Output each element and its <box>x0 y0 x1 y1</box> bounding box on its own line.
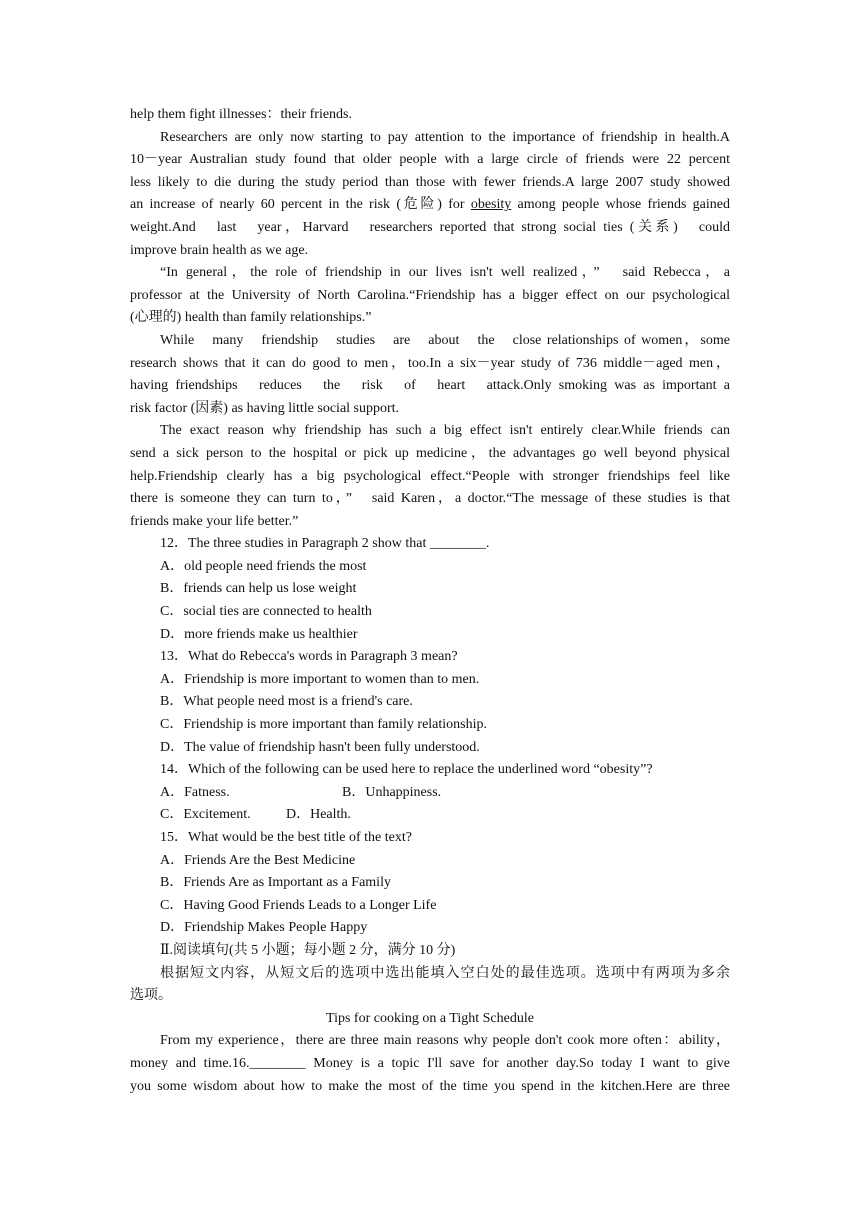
question-15-option-a[interactable]: A．Friends Are the Best Medicine <box>160 852 356 868</box>
passage-line: While many friendship studies are about the close relationships of women，some <box>160 332 730 348</box>
passage-text: an increase of nearly 60 percent in the risk (危险) for <box>130 197 471 213</box>
question-14-option-a[interactable]: A．Fatness. <box>160 784 230 800</box>
section-2-instructions: 选项。 <box>130 988 172 1004</box>
question-12-option-c[interactable]: C．social ties are connected to health <box>160 604 372 620</box>
passage-line: having friendships reduces the risk of heart attack.Only smoking was as important a <box>130 378 730 394</box>
passage-text: among people whose friends gained <box>511 197 730 213</box>
section-2-heading: Ⅱ.阅读填句(共 5 小题；每小题 2 分，满分 10 分) <box>160 942 456 958</box>
passage-line: 10－year Australian study found that older people with a large circle of friends were 22 percent <box>130 152 730 168</box>
passage-line: risk factor (因素) as having little social support. <box>130 400 400 416</box>
question-14-option-b[interactable]: B．Unhappiness. <box>342 784 442 800</box>
passage-line: professor at the University of North Carolina.“Friendship has a bigger effect on our psychological <box>130 287 730 303</box>
question-13-option-d[interactable]: D．The value of friendship hasn't been fully understood. <box>160 739 480 755</box>
document-page <box>130 104 730 1098</box>
passage-line: money and time.16.________ Money is a topic I'll save for another day.So today I want to give <box>130 1055 730 1071</box>
passage-line: “In general，the role of friendship in our lives isn't well realized，” said Rebecca，a <box>160 265 730 281</box>
passage-line: The exact reason why friendship has such a big effect isn't entirely clear.While friends can <box>160 423 730 439</box>
passage-line: send a sick person to the hospital or pick up medicine，the advantages go well beyond physical <box>130 445 730 461</box>
passage-line: (心理的) health than family relationships.” <box>130 310 372 326</box>
question-15-option-d[interactable]: D．Friendship Makes People Happy <box>160 920 368 936</box>
question-14-options-row-1 <box>130 782 730 805</box>
question-12-option-d[interactable]: D．more friends make us healthier <box>160 626 358 642</box>
question-13-stem: 13．What do Rebecca's words in Paragraph 3 mean? <box>160 649 458 665</box>
passage-line: there is someone they can turn to，” said Karen，a doctor.“The message of these studies is that <box>130 491 730 507</box>
question-12-option-b[interactable]: B．friends can help us lose weight <box>160 581 357 597</box>
question-14-option-c[interactable]: C．Excitement. <box>160 807 251 823</box>
question-15-option-b[interactable]: B．Friends Are as Important as a Family <box>160 875 391 891</box>
passage-line: From my experience，there are three main reasons why people don't cook more often：ability， <box>160 1033 730 1049</box>
question-12-stem: 12．The three studies in Paragraph 2 show that ________. <box>160 536 490 552</box>
question-14-stem: 14．Which of the following can be used here to replace the underlined word “obesity”? <box>160 762 653 778</box>
question-13-option-c[interactable]: C．Friendship is more important than family relationship. <box>160 717 488 733</box>
passage-line: help.Friendship clearly has a big psychological effect.“People with stronger friendships feel like <box>130 468 730 484</box>
passage-line: Researchers are only now starting to pay attention to the importance of friendship in health.A <box>160 129 730 145</box>
passage-line: weight.And last year，Harvard researchers reported that strong social ties (关系) could <box>130 219 730 235</box>
passage-line: friends make your life better.” <box>130 513 299 529</box>
passage-line: you some wisdom about how to make the most of the time you spend in the kitchen.Here are three <box>130 1078 730 1094</box>
question-14-options-row-2 <box>130 804 730 827</box>
underlined-word-obesity: obesity <box>470 197 512 213</box>
passage-line <box>130 194 730 217</box>
passage-line: research shows that it can do good to men，too.In a six－year study of 736 middle－aged men， <box>130 355 730 371</box>
passage-line: less likely to die during the study period than those with fewer friends.A large 2007 study showed <box>130 174 730 190</box>
section-2-instructions: 根据短文内容，从短文后的选项中选出能填入空白处的最佳选项。选项中有两项为多余 <box>160 965 730 981</box>
question-13-option-a[interactable]: A．Friendship is more important to women than to men. <box>160 671 480 687</box>
question-12-option-a[interactable]: A．old people need friends the most <box>160 558 367 574</box>
question-15-option-c[interactable]: C．Having Good Friends Leads to a Longer Life <box>160 897 437 913</box>
passage-line: improve brain health as we age. <box>130 242 309 258</box>
question-15-stem: 15．What would be the best title of the text? <box>160 830 412 845</box>
question-14-option-d[interactable]: D．Health. <box>286 807 351 823</box>
question-13-option-b[interactable]: B．What people need most is a friend's care. <box>160 694 413 710</box>
passage-line: help them fight illnesses：their friends. <box>130 107 353 122</box>
passage-title: Tips for cooking on a Tight Schedule <box>326 1010 534 1026</box>
